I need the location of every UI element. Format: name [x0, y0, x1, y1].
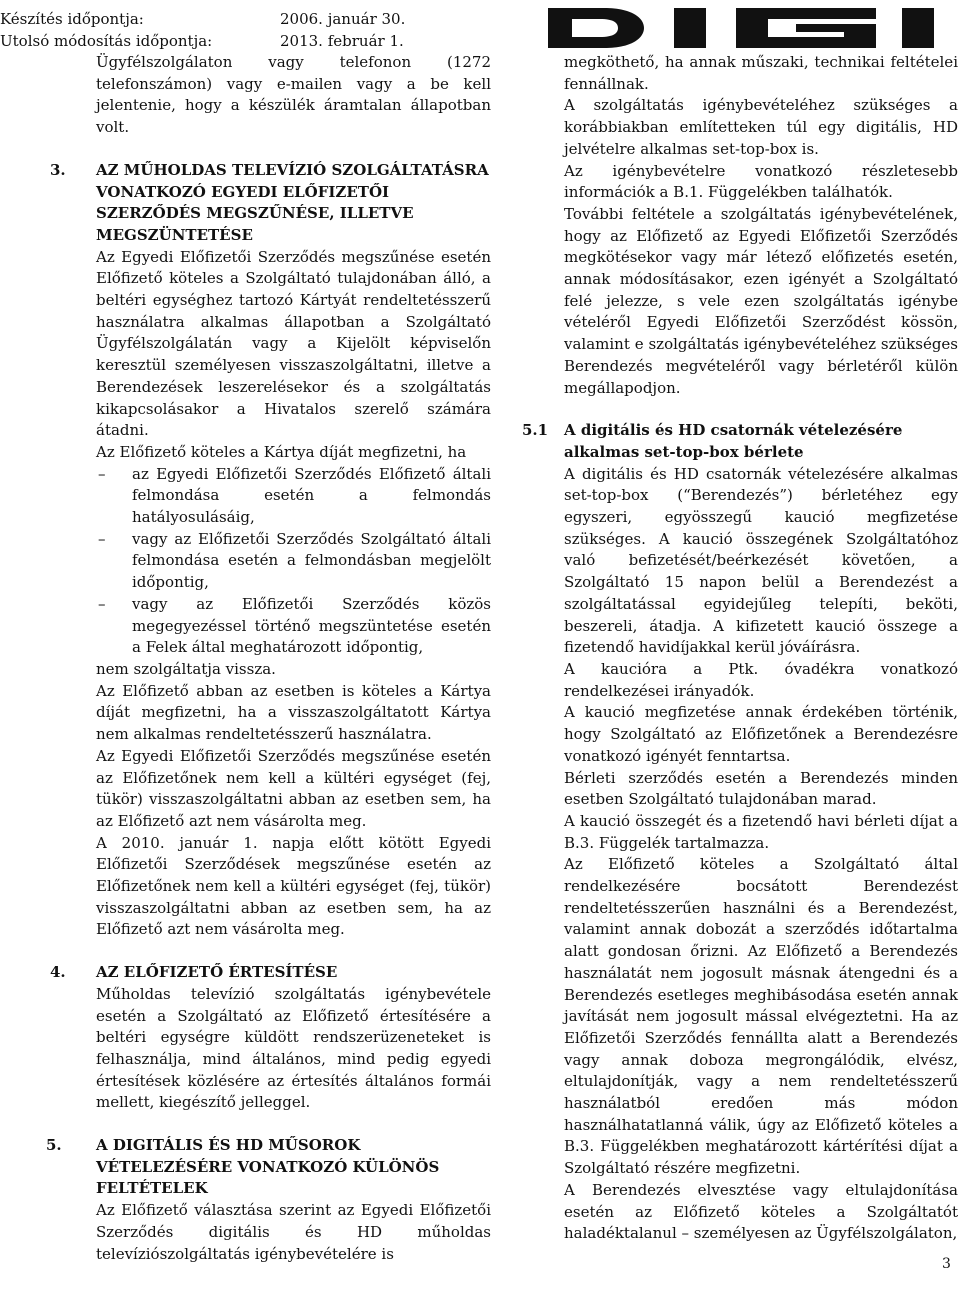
dash-list-item: [96, 464, 491, 529]
dash-bullet: –: [98, 529, 106, 548]
section-4-title: AZ ELŐFIZETŐ ÉRTESÍTÉSE: [96, 963, 338, 982]
subsection-5-1-heading: [522, 420, 958, 463]
document-header: [0, 8, 405, 52]
section-3-paragraph-4: Az Előfizető abban az esetben is köteles a Kártya díját megfizetni, ha a visszaszolgáltatott Kártya nem alkalmas rendeltetésszerű használatra.: [96, 681, 491, 744]
page-number: 3: [942, 1256, 951, 1272]
section-3-paragraph-3: nem szolgáltatja vissza.: [96, 659, 276, 678]
subsection-5-1-paragraph-4: Bérleti szerződés esetén a Berendezés minden esetben Szolgáltató tulajdonában marad.: [564, 768, 958, 809]
digi-logo: [546, 6, 946, 50]
section-3-number: 3.: [50, 160, 66, 179]
subsection-5-1-title: A digitális és HD csatornák vételezésére alkalmas set-top-box bérlete: [564, 421, 903, 461]
dash-list-text: az Egyedi Előfizetői Szerződés Előfizető általi felmondása esetén a felmondás hatályosulásáig,: [132, 464, 491, 527]
subsection-5-1-paragraph-2: A kaucióra a Ptk. óvadékra vonatkozó rendelkezései irányadók.: [564, 659, 958, 700]
dash-list-text: vagy az Előfizetői Szerződés közös megegyezéssel történő megszüntetése esetén a Felek által meghatározott időpontig,: [132, 594, 491, 657]
subsection-5-1-paragraph-6: Az Előfizető köteles a Szolgáltató által rendelkezésére bocsátott Berendezést rendeltetésszerűen használni és a Berendezést, valamint annak dobozát a szerződés időtartalma alatt gondosan őrizni. Az Előfizető a Berendezés használatát nem jogosult másnak átengedni és a Berendezés esetleges meghibásodása esetén annak javítását nem jogosult mással elvégeztetni. Ha az Előfizetői Szerződés fennállta alatt a Berendezés vagy annak doboza megrongálódik, elvész, eltulajdonítják, vagy a nem rendeltetésszerű használatból eredően más módon használhatatlanná válik, úgy az Előfizető köteles a B.3. Függelékben meghatározott kártérítési díjat a Szolgáltató részére megfizetni.: [564, 855, 958, 1178]
section-3-paragraph-1: Az Egyedi Előfizetői Szerződés megszűnése esetén Előfizető köteles a Szolgáltató tulajdonában álló, a beltéri egységhez tartozó Kártyát rendeltetésszerű használatra alkalmas állapotban a Szolgáltató Ügyfélszolgálatán vagy a Kijelölt képviselőn keresztül személyesen visszaszolgáltatni, illetve a Berendezések leszerelésekor és a szolgáltatás kikapcsolásakor a Hivatalos szerelő számára átadni.: [96, 247, 491, 440]
section-5-paragraph-3: A szolgáltatás igénybevételéhez szükséges a korábbiakban említetteken túl egy digitális, HD jelvételre alkalmas set-top-box is.: [564, 96, 958, 158]
section-5-paragraph-4: Az igénybevételre vonatkozó részletesebb információk a B.1. Függelékben találhatók.: [564, 161, 958, 202]
subsection-5-1-paragraph-5: A kaució összegét és a fizetendő havi bérleti díjat a B.3. Függelék tartalmazza.: [564, 811, 958, 852]
intro-paragraph: Ügyfélszolgálaton vagy telefonon (1272 telefonszámon) vagy e-mailen vagy a be kell jelentenie, hogy a készülék áramtalan állapotban volt.: [96, 53, 491, 137]
created-label: Készítés időpontja:: [0, 10, 144, 28]
section-5-paragraph-1: Az Előfizető választása szerint az Egyedi Előfizetői Szerződés digitális és HD műholdas televíziószolgáltatás igénybevételére is: [96, 1201, 491, 1263]
section-5-paragraph-2: megköthető, ha annak műszaki, technikai feltételei fennállnak.: [564, 53, 958, 93]
section-5-title: A DIGITÁLIS ÉS HD MŰSOROK VÉTELEZÉSÉRE VONATKOZÓ KÜLÖNÖS FELTÉTELEK: [96, 1136, 440, 1198]
section-4-number: 4.: [50, 963, 66, 982]
section-3-paragraph-5: Az Egyedi Előfizetői Szerződés megszűnése esetén az Előfizetőnek nem kell a kültéri egységet (fej, tükör) visszaszolgáltatni abban az esetben sem, ha az Előfizető azt nem vásárolta meg.: [96, 746, 491, 830]
dash-bullet: –: [98, 464, 106, 483]
created-value: 2006. január 30.: [280, 10, 406, 28]
modified-value: 2013. február 1.: [280, 32, 404, 50]
right-column: [522, 52, 958, 1245]
section-3-title: AZ MŰHOLDAS TELEVÍZIÓ SZOLGÁLTATÁSRA VONATKOZÓ EGYEDI ELŐFIZETŐI SZERZŐDÉS MEGSZŰNÉSE, ILLETVE MEGSZÜNTETÉSE: [96, 160, 489, 244]
section-5-heading: [46, 1135, 491, 1200]
section-5-paragraph-5: További feltétele a szolgáltatás igénybevételének, hogy az Előfizető az Egyedi Előfizetői Szerződés megkötésekor vagy már létező előfizetés esetén, annak módosításakor, ezen igényét a Szolgáltató felé jelezze, s vele ezen szolgáltatás igénybe vételéről Egyedi Előfizetői Szerződést kössön, valamint e szolgáltatás igénybevételéhez szükséges Berendezés megvételéről vagy bérletéről külön megállapodjon.: [564, 204, 958, 397]
left-column: [46, 52, 491, 1265]
section-3-paragraph-2: Az Előfizető köteles a Kártya díját megfizetni, ha: [96, 442, 467, 461]
subsection-5-1-paragraph-1: A digitális és HD csatornák vételezésére alkalmas set-top-box (“Berendezés”) bérletéhez egy egyszeri, egyösszegű kaució megfizetése szükséges. A kaució összegének Szolgáltatóhoz való befizetését/beérkezését követően, a Szolgáltató 15 napon belül a Berendezést a szolgáltatással egyidejűleg telepíti, beköti, beszereli, átadja. A kifizetett kaució összege a fizetendő havidíjakkal kerül jóváírásra.: [564, 464, 958, 657]
section-4-paragraph-1: Műholdas televízió szolgáltatás igénybevétele esetén a Szolgáltató az Előfizető értesítésére a beltéri egységre küldött rendszerüzeneteket is felhasználja, mind általános, mind pedig egyedi értesítések közlésére az értesítés általános formái mellett, kiegészítő jelleggel.: [96, 984, 491, 1112]
section-3-paragraph-6: A 2010. január 1. napja előtt kötött Egyedi Előfizetői Szerződések megszűnése esetén az Előfizetőnek nem kell a kültéri egységet (fej, tükör) visszaszolgáltatni abban az esetben sem, ha az Előfizető azt nem vásárolta meg.: [96, 833, 491, 939]
subsection-5-1-number: 5.1: [522, 421, 549, 440]
section-5-number: 5.: [46, 1136, 62, 1155]
dash-list-item: [96, 594, 491, 659]
subsection-5-1-paragraph-3: A kaució megfizetése annak érdekében történik, hogy Szolgáltató az Előfizetőnek a Berendezésre vonatkozó igényét fenntartsa.: [564, 703, 958, 765]
dash-list-text: vagy az Előfizetői Szerződés Szolgáltató általi felmondása esetén a felmondásban megjelölt időpontig,: [132, 529, 491, 592]
dash-bullet: –: [98, 594, 106, 613]
modified-label: Utolsó módosítás időpontja:: [0, 32, 213, 50]
dash-list-item: [96, 529, 491, 594]
section-4-heading: [50, 962, 491, 984]
subsection-5-1-paragraph-7: A Berendezés elvesztése vagy eltulajdonítása esetén az Előfizető köteles a Szolgáltatót haladéktalanul – személyesen az Ügyfélszolgálaton,: [564, 1180, 958, 1243]
section-3-heading: [50, 160, 491, 247]
